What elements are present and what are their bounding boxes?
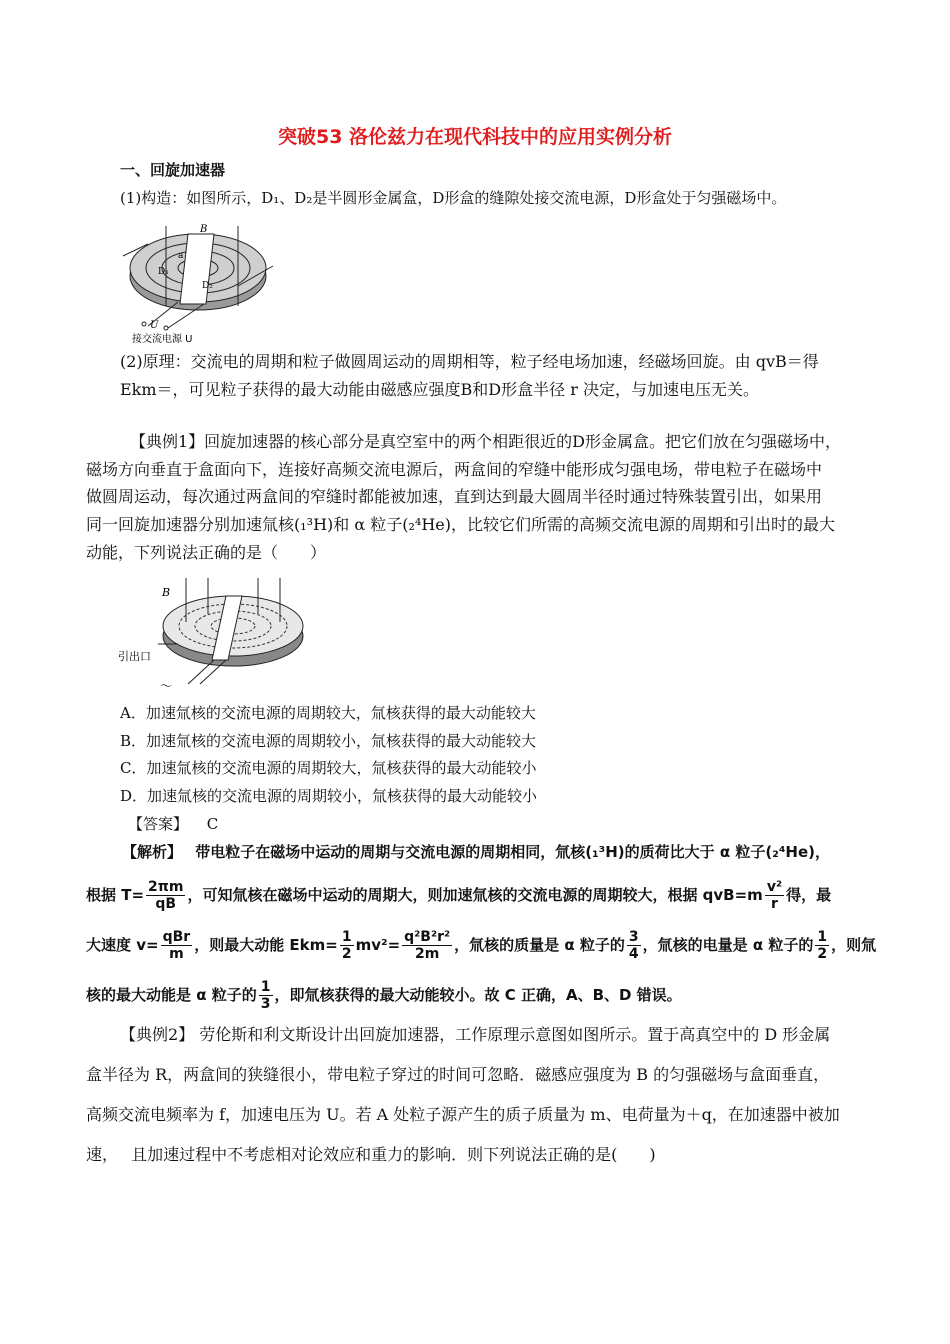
denominator: 2 bbox=[341, 946, 352, 962]
analysis-line-4 bbox=[86, 977, 682, 1013]
analysis-text: ，氚核的电量是 α 粒子的 bbox=[642, 936, 814, 954]
denominator: 3 bbox=[260, 996, 271, 1012]
numerator: 1 bbox=[341, 929, 352, 945]
denominator: qB bbox=[155, 896, 177, 912]
option-a: A．加速氚核的交流电源的周期较大，氚核获得的最大动能较大 bbox=[120, 704, 536, 722]
label-a: a bbox=[178, 251, 184, 261]
label-B: B bbox=[200, 224, 208, 235]
numerator: 2πm bbox=[148, 879, 184, 895]
numerator: 3 bbox=[628, 929, 639, 945]
example1-line: 做圆周运动，每次通过两盒间的窄缝时都能被加速，直到达到最大圆周半径时通过特殊装置引出，如果用 bbox=[86, 487, 823, 506]
analysis-line-1 bbox=[122, 842, 830, 862]
analysis-text: ，则氚 bbox=[831, 936, 877, 954]
denominator: r bbox=[770, 896, 778, 912]
numerator: qBr bbox=[162, 929, 191, 945]
analysis-text: mv²= bbox=[355, 936, 401, 954]
example1-line: 磁场方向垂直于盒面向下，连接好高频交流电源后，两盒间的窄缝中能形成匀强电场，带电粒子在磁场中 bbox=[86, 460, 823, 479]
example2-line: 速， 且加速过程中不考虑相对论效应和重力的影响．则下列说法正确的是( ) bbox=[86, 1145, 656, 1164]
cyclotron-exit-figure bbox=[118, 574, 308, 694]
example2-line: 【典例2】 劳伦斯和利文斯设计出回旋加速器，工作原理示意图如图所示。置于高真空中的 D 形金属 bbox=[120, 1025, 831, 1044]
construct-text: (1)构造：如图所示，D₁、D₂是半圆形金属盒，D形盒的缝隙处接交流电源，D形盒处于匀强磁场中。 bbox=[120, 189, 787, 207]
answer-label: 【答案】 bbox=[128, 815, 189, 833]
cyclotron-figure bbox=[118, 216, 278, 346]
answer-value: C bbox=[206, 815, 219, 833]
denominator: m bbox=[169, 946, 184, 962]
figure-caption: 接交流电源 U bbox=[132, 334, 193, 345]
numerator: 1 bbox=[260, 979, 271, 995]
analysis-text: ，即氚核获得的最大动能较小。故 C 正确，A、B、D 错误。 bbox=[274, 986, 682, 1004]
analysis-text: 得，最 bbox=[786, 886, 832, 904]
fraction bbox=[259, 979, 273, 1012]
analysis-label: 【解析】 bbox=[122, 843, 183, 861]
fraction bbox=[765, 879, 784, 912]
example2-line: 高频交流电频率为 f，加速电压为 U。若 A 处粒子源产生的质子质量为 m、电荷量为＋q，在加速器中被加 bbox=[86, 1105, 840, 1124]
analysis-text: 大速度 v= bbox=[86, 936, 159, 954]
example1-line: 【典例1】回旋加速器的核心部分是真空室中的两个相距很近的D形金属盒。把它们放在匀强磁场中， bbox=[130, 432, 842, 451]
fraction bbox=[815, 929, 829, 962]
page-title: 突破53 洛伦兹力在现代科技中的应用实例分析 bbox=[277, 126, 673, 148]
label-B2: B bbox=[162, 586, 171, 599]
denominator: 2 bbox=[817, 946, 828, 962]
fraction bbox=[146, 879, 185, 912]
denominator: 2m bbox=[414, 946, 440, 962]
fraction bbox=[627, 929, 641, 962]
analysis-text: ，氚核的质量是 α 粒子的 bbox=[454, 936, 625, 954]
fraction bbox=[161, 929, 193, 962]
analysis-text: ，可知氚核在磁场中运动的周期大，则加速氚核的交流电源的周期较大，根据 qvB=m bbox=[187, 886, 763, 904]
denominator: 4 bbox=[628, 946, 639, 962]
label-ac: ～ bbox=[160, 679, 173, 693]
analysis-line-3 bbox=[86, 927, 876, 963]
numerator: q²B²r² bbox=[404, 929, 451, 945]
example1-line: 同一回旋加速器分别加速氚核(₁³H)和 α 粒子(₂⁴He)，比较它们所需的高频交流电源的周期和引出时的最大 bbox=[86, 515, 835, 534]
example1-line: 动能，下列说法正确的是（ ） bbox=[86, 543, 327, 562]
analysis-text: ，则最大动能 Ekm= bbox=[194, 936, 338, 954]
answer-row bbox=[128, 814, 218, 834]
principle-line-2: Ekm＝，可见粒子获得的最大动能由磁感应强度B和D形盒半径 r 决定，与加速电压无关。 bbox=[120, 380, 759, 399]
label-exit: 引出口 bbox=[118, 650, 151, 663]
fraction bbox=[402, 929, 452, 962]
example2-line: 盒半径为 R，两盒间的狭缝很小，带电粒子穿过的时间可忽略．磁感应强度为 B 的匀强磁场与盒面垂直， bbox=[86, 1065, 830, 1084]
label-D1: D₁ bbox=[158, 267, 169, 277]
option-d: D．加速氚核的交流电源的周期较小，氚核获得的最大动能较小 bbox=[120, 787, 538, 805]
option-b: B．加速氚核的交流电源的周期较小，氚核获得的最大动能较大 bbox=[120, 732, 537, 750]
principle-line-1: (2)原理：交流电的周期和粒子做圆周运动的周期相等，粒子经电场加速，经磁场回旋。由 qvB＝得 bbox=[120, 352, 819, 371]
analysis-text: 根据 T= bbox=[86, 886, 145, 904]
analysis-text: 核的最大动能是 α 粒子的 bbox=[86, 986, 257, 1004]
analysis-text: 带电粒子在磁场中运动的周期与交流电源的周期相同，氚核(₁³H)的质荷比大于 α 粒子(₂⁴He)， bbox=[195, 843, 830, 861]
option-c: C．加速氚核的交流电源的周期较大，氚核获得的最大动能较小 bbox=[120, 759, 537, 777]
numerator: 1 bbox=[817, 929, 828, 945]
label-U: U bbox=[150, 320, 159, 331]
fraction bbox=[340, 929, 354, 962]
analysis-line-2 bbox=[86, 877, 831, 913]
numerator: v² bbox=[766, 879, 783, 895]
label-D2: D₂ bbox=[202, 281, 213, 291]
section-heading: 一、回旋加速器 bbox=[120, 161, 226, 179]
